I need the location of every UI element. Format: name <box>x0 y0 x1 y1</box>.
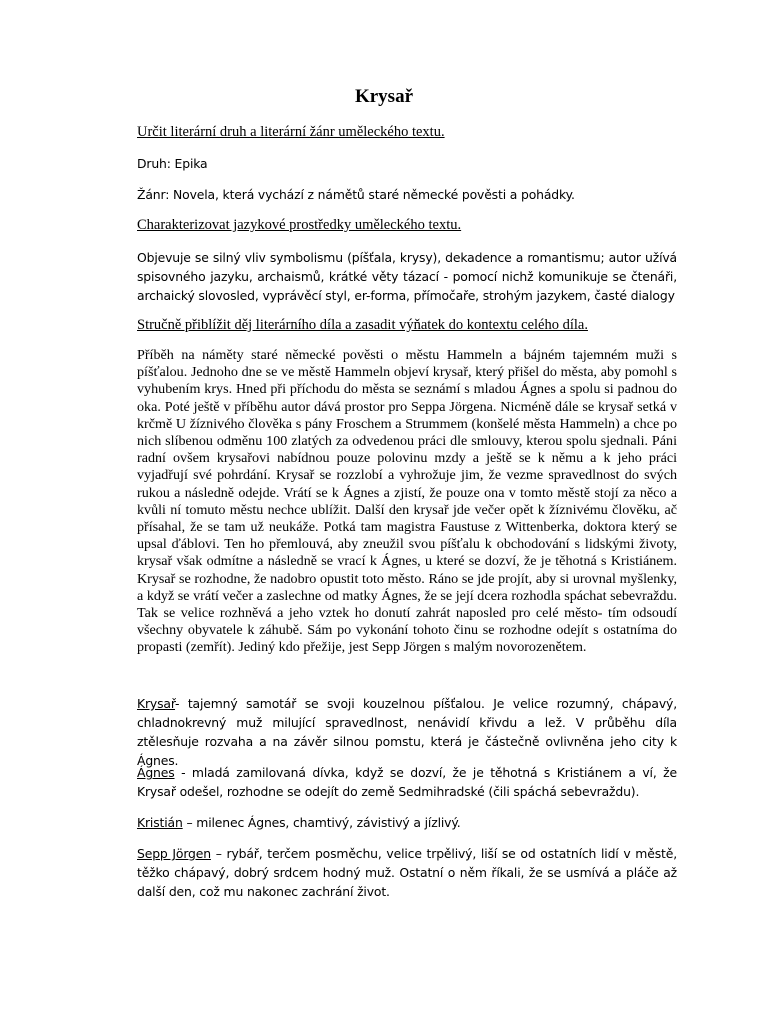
character-name: Krysař <box>137 696 176 711</box>
section-heading-language: Charakterizovat jazykové prostředky uměleckého textu. <box>137 217 462 233</box>
character-description: – milenec Ágnes, chamtivý, závistivý a jízlivý. <box>182 815 461 830</box>
character-name: Ágnes <box>137 765 175 780</box>
character-sepp <box>137 844 677 901</box>
character-description: - tajemný samotář se svoji kouzelnou píšťalou. Je velice rozumný, chápavý, chladnokrevný muž milující spravedlnost, nenávidí křivdu a lež. V průběhu díla ztělesňuje rozvaha a na závěr silnou pomstu, která je částečně ovlivněna jeho city k Ágnes. <box>137 696 677 768</box>
genre-druh: Druh: Epika <box>137 156 208 171</box>
character-name: Kristián <box>137 815 183 830</box>
section-heading-plot: Stručně přiblížit děj literárního díla a zasadit výňatek do kontextu celého díla. <box>137 317 588 333</box>
character-description: – rybář, terčem posměchu, velice trpělivý, liší se od ostatních lidí v městě, těžko chápavý, dobrý srdcem hodný muž. Ostatní o něm říkali, že se usmívá a pláče až další den, což mu nakonec zachrání život. <box>137 846 677 899</box>
language-paragraph: Objevuje se silný vliv symbolismu (píšťala, krysy), dekadence a romantismu; autor užívá spisovného jazyku, archaismů, krátké věty tázací - pomocí nichž komunikuje se čtenáři, archaický slovosled, vyprávěcí styl, er-forma, přímočaře, strohým jazykem, časté dialogy <box>137 250 677 303</box>
character-krysar <box>137 694 677 770</box>
character-description: - mladá zamilovaná dívka, když se dozví, že je těhotná s Kristiánem a ví, že Krysař odešel, rozhodne se odejít do země Sedmihradské (čili spáchá sebevraždu). <box>137 765 677 799</box>
genre-zanr: Žánr: Novela, která vychází z námětů staré německé pověsti a pohádky. <box>137 187 575 202</box>
plot-paragraph: Příběh na náměty staré německé pověsti o městu Hammeln a bájném tajemném muži s píšťalou. Jednoho dne se ve městě Hammeln objeví krysař, který přišel do města, aby pomohl s vyhubením krys. Hned při příchodu do města se seznámí s mladou Ágnes a spolu si padnou do oka. Poté ještě v příběhu autor dává prostor pro Seppa Jörgena. Nicméně dále se krysař setká v krčmě U žíznivého člověka s pány Froschem a Strummem (konšelé města Hammeln) a chce po nich slíbenou odměnu 100 zlatých za odvedenou práci dle smlouvy, kterou spolu sjednali. Páni radní ovšem krysařovi nabídnou pouze polovinu mzdy a ještě se k němu a k jeho práci vyjadřují své pohrdání. Krysař se rozzlobí a vyhrožuje jim, že vezme spravedlnost do svých rukou a následně odejde. Vrátí se k Ágnes a zjistí, že pouze ona v tomto městě stojí za něco a kvůli ní tomuto městu nechce ublížit. Další den krysař jde večer opět k žíznivému člověku, ač přísahal, že se tam už neukáže. Potká tam magistra Faustuse z Wittenberka, doktora který se upsal ďáblovi. Ten ho přemlouvá, aby zneužil svou píšťalu k obchodování s lidskými životy, krysař však odmítne a následně se vrací k Ágnes, u které se dozví, že je těhotná s Kristiánem. Krysař se rozhodne, že nadobro opustit toto město. Ráno se jde projít, aby si urovnal myšlenky, a když se vrátí večer a zaslechne od matky Ágnes, že se její dcera rozhodla spáchat sebevraždu. Tak se velice rozhněvá a jeho vztek ho donutí zahrát naposled pro celé město- tím odsoudí všechny obyvatele k záhubě. Sám po vykonání tohoto činu se rozhodne odejít s ostatníma do propasti (zemřít). Jediný kdo přežije, jest Sepp Jörgen s malým novorozenětem. <box>137 347 677 656</box>
character-kristian <box>137 813 677 832</box>
document-title: Krysař <box>354 86 414 107</box>
character-agnes <box>137 763 677 801</box>
section-heading-genre: Určit literární druh a literární žánr uměleckého textu. <box>137 124 445 140</box>
character-name: Sepp Jörgen <box>137 846 211 861</box>
